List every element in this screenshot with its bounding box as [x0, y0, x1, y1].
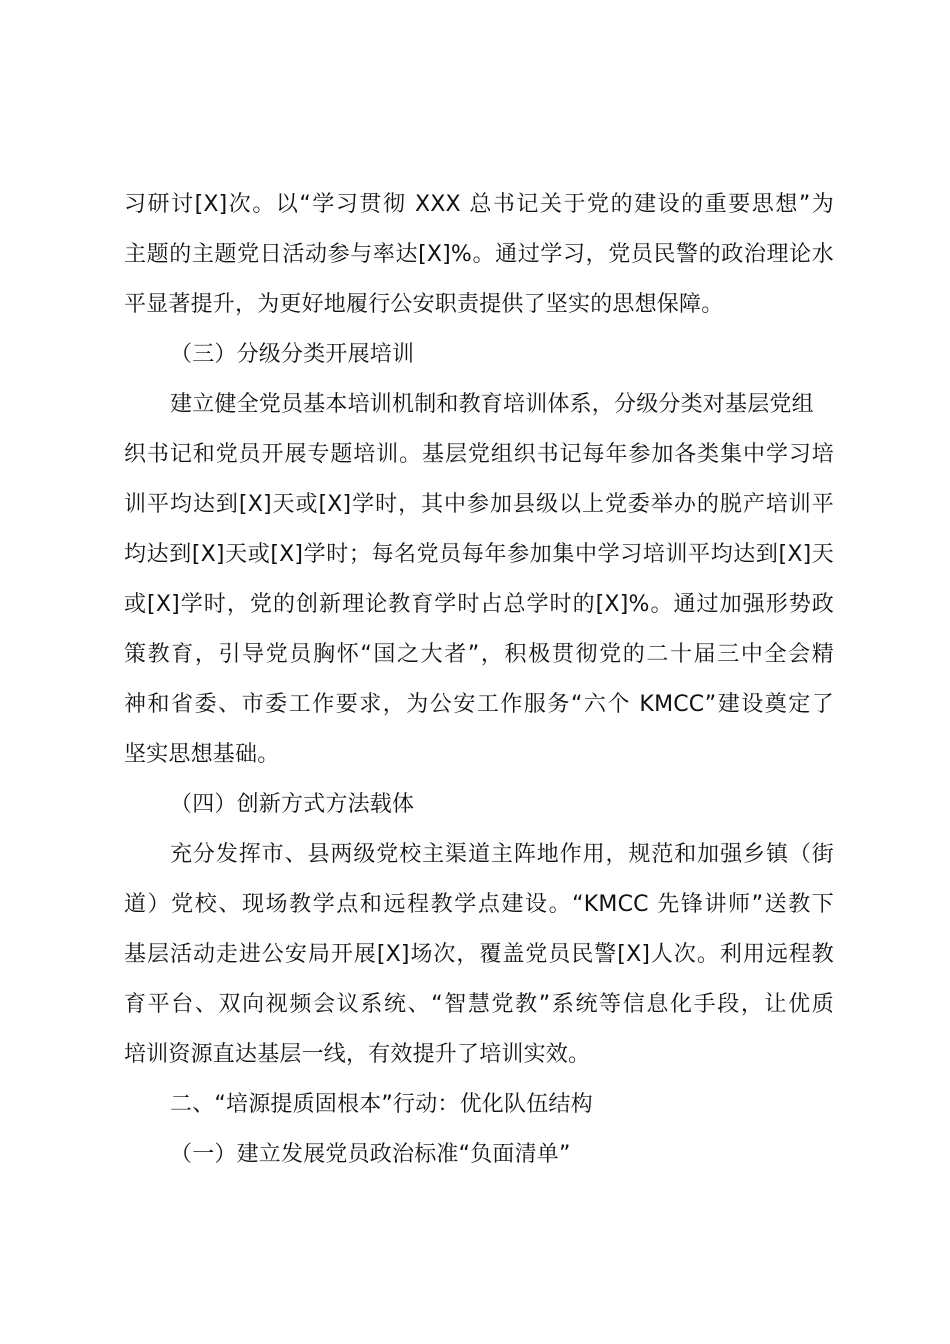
paragraph-line: 育平台、双向视频会议系统、“智慧党教”系统等信息化手段，让优质	[124, 992, 834, 1017]
paragraph-line: 道）党校、现场教学点和远程教学点建设。“KMCC 先锋讲师”送教下	[124, 892, 834, 917]
paragraph-line: 平显著提升，为更好地履行公安职责提供了坚实的思想保障。	[124, 292, 724, 317]
paragraph-line: 建立健全党员基本培训机制和教育培训体系，分级分类对基层党组	[170, 392, 814, 417]
paragraph-line: 或[X]学时，党的创新理论教育学时占总学时的[X]%。通过加强形势政	[124, 592, 834, 617]
paragraph-line: 习研讨[X]次。以“学习贯彻 XXX 总书记关于党的建设的重要思想”为	[124, 192, 834, 217]
section-heading: （四）创新方式方法载体	[170, 792, 415, 817]
paragraph-line: 训平均达到[X]天或[X]学时，其中参加县级以上党委举办的脱产培训平	[124, 492, 834, 517]
paragraph-line: 均达到[X]天或[X]学时；每名党员每年参加集中学习培训平均达到[X]天	[124, 542, 834, 567]
paragraph-line: 基层活动走进公安局开展[X]场次，覆盖党员民警[X]人次。利用远程教	[124, 942, 834, 967]
section-heading: （三）分级分类开展培训	[170, 342, 415, 367]
paragraph-line: 主题的主题党日活动参与率达[X]%。通过学习，党员民警的政治理论水	[124, 242, 834, 267]
paragraph-line: 坚实思想基础。	[124, 742, 280, 767]
paragraph-line: 策教育，引导党员胸怀“国之大者”，积极贯彻党的二十届三中全会精	[124, 642, 834, 667]
paragraph-line: 神和省委、市委工作要求，为公安工作服务“六个 KMCC”建设奠定了	[124, 692, 834, 717]
section-heading: （一）建立发展党员政治标准“负面清单”	[170, 1142, 571, 1167]
paragraph-line: 培训资源直达基层一线，有效提升了培训实效。	[124, 1042, 591, 1067]
paragraph-line: 充分发挥市、县两级党校主渠道主阵地作用，规范和加强乡镇（街	[170, 842, 834, 867]
chapter-heading: 二、“培源提质固根本”行动：优化队伍结构	[170, 1092, 593, 1117]
paragraph-line: 织书记和党员开展专题培训。基层党组织书记每年参加各类集中学习培	[124, 442, 834, 467]
